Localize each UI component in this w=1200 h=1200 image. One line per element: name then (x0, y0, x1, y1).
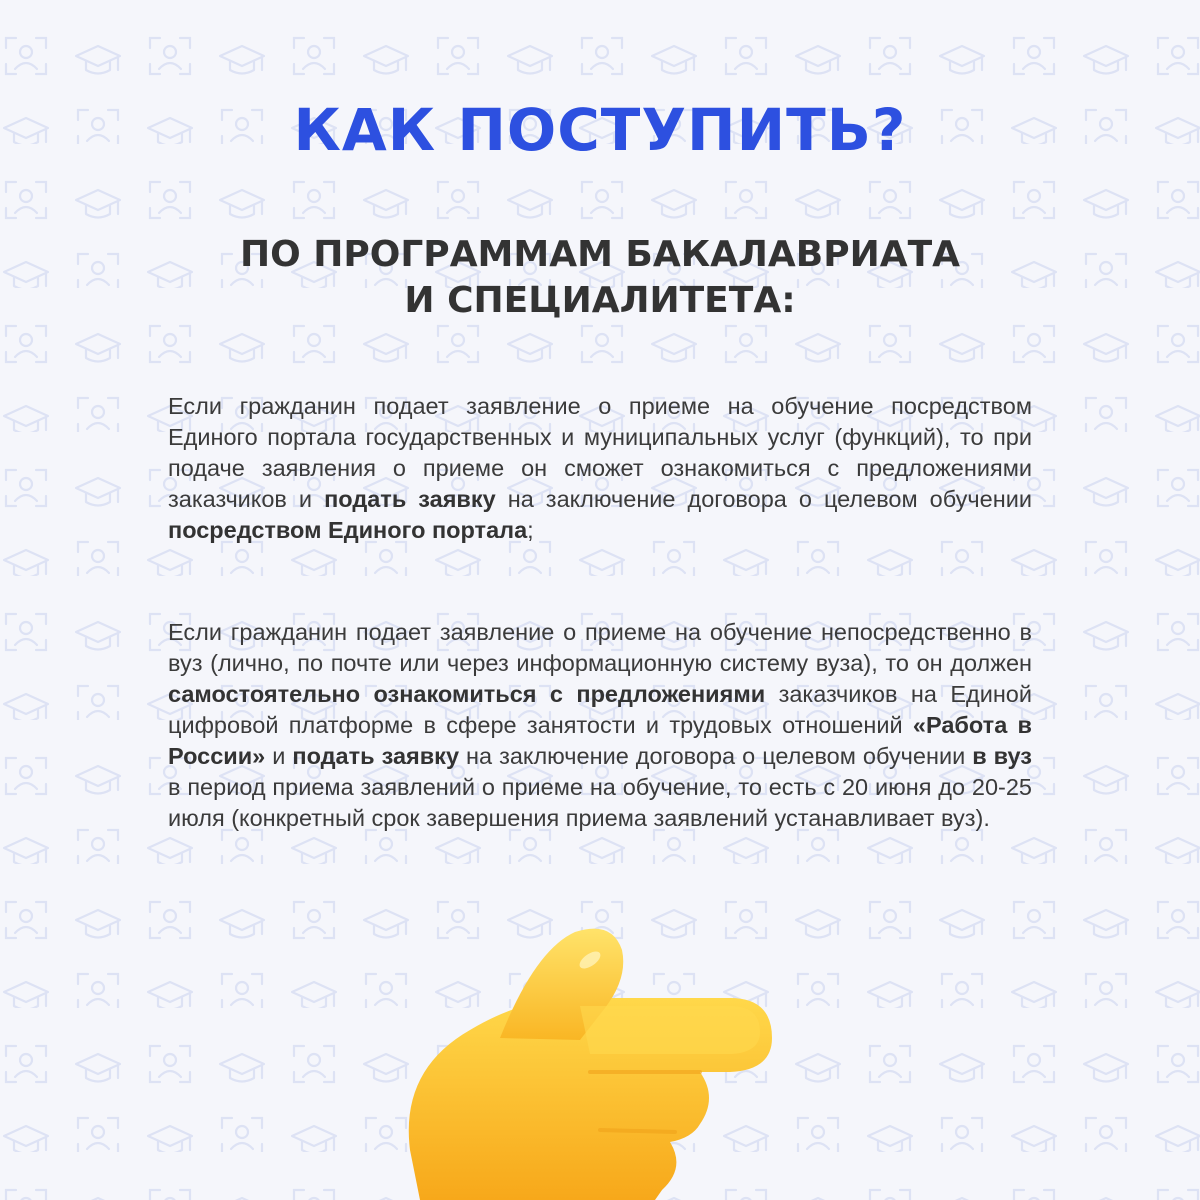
p2-bold-2: «Работа в России» (168, 712, 1032, 769)
p2-text-5: в период приема заявлений о приеме на обучение, то есть с 20 июня до 20-25 июля (конкретный срок завершения приема заявлений устанавливает вуз). (168, 774, 1032, 831)
p1-text-3: ; (527, 517, 534, 543)
p2-bold-4: в вуз (972, 743, 1032, 769)
p1-bold-2: посредством Единого портала (168, 517, 528, 543)
p2-text-1: Если гражданин подает заявление о приеме на обучение непосредственно в вуз (лично, по почте или через информационную систему вуза), то он должен (168, 619, 1032, 676)
p1-text-2: на заключение договора о целевом обучении (495, 486, 1032, 512)
p1-text-1: Если гражданин подает заявление о приеме на обучение посредством Единого портала государственных и муниципальных услуг (функций), то при подаче заявления о приеме он сможет ознакомиться с предложениями заказчиков и (168, 393, 1032, 512)
p2-bold-3: подать заявку (292, 743, 460, 769)
p1-bold-1: подать заявку (324, 486, 496, 512)
p2-text-2: заказчиков на Единой цифровой платформе в сфере занятости и трудовых отношений (168, 681, 1033, 738)
p2-text-3: и (265, 743, 293, 769)
p2-text-4: на заключение договора о целевом обучении (459, 743, 973, 769)
subtitle-line-1: ПО ПРОГРАММАМ БАКАЛАВРИАТА (239, 234, 961, 275)
subtitle-line-2: И СПЕЦИАЛИТЕТА: (404, 280, 796, 321)
pointing-hand-icon (400, 920, 820, 1200)
p2-bold-1: самостоятельно ознакомиться с предложениями (168, 681, 766, 707)
section-subtitle (0, 232, 1200, 324)
paragraph-university (168, 617, 1032, 834)
page-title: КАК ПОСТУПИТЬ? (293, 96, 907, 164)
paragraph-portal (168, 391, 1032, 546)
